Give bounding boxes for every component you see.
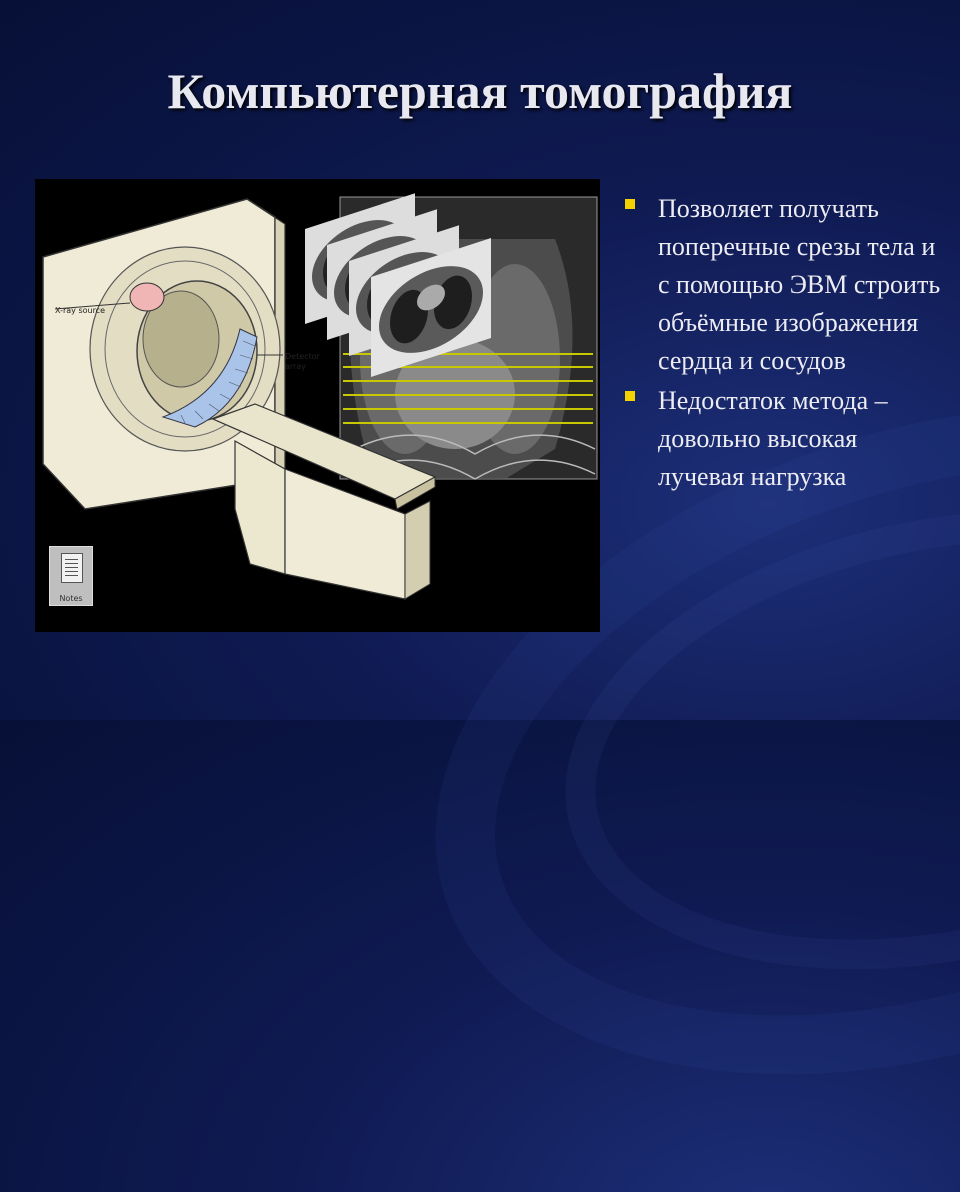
slide-title: Компьютерная томография [167,63,793,119]
bullet-item [623,382,943,496]
bullet-text: Недостаток метода – довольно высокая лучевая нагрузка [658,386,888,491]
ct-scanner-illustration [35,179,600,632]
notes-button[interactable] [49,546,93,606]
bullet-text: Позволяет получать поперечные срезы тела и с помощью ЭВМ строить объёмные изображения сердца и сосудов [658,194,941,375]
bullet-list [623,190,943,498]
square-bullet-icon [625,199,635,209]
table-base-end [405,501,430,599]
document-icon [61,553,83,583]
ct-scanner-drawing [35,179,600,632]
xray-source-tube [130,283,164,311]
xray-source-label: X-ray source [55,306,106,315]
detector-label-line2: array [285,362,306,371]
notes-label: Notes [59,594,83,603]
detector-label-line1: Detector [285,352,320,361]
square-bullet-icon [625,391,635,401]
bullet-item [623,190,943,380]
